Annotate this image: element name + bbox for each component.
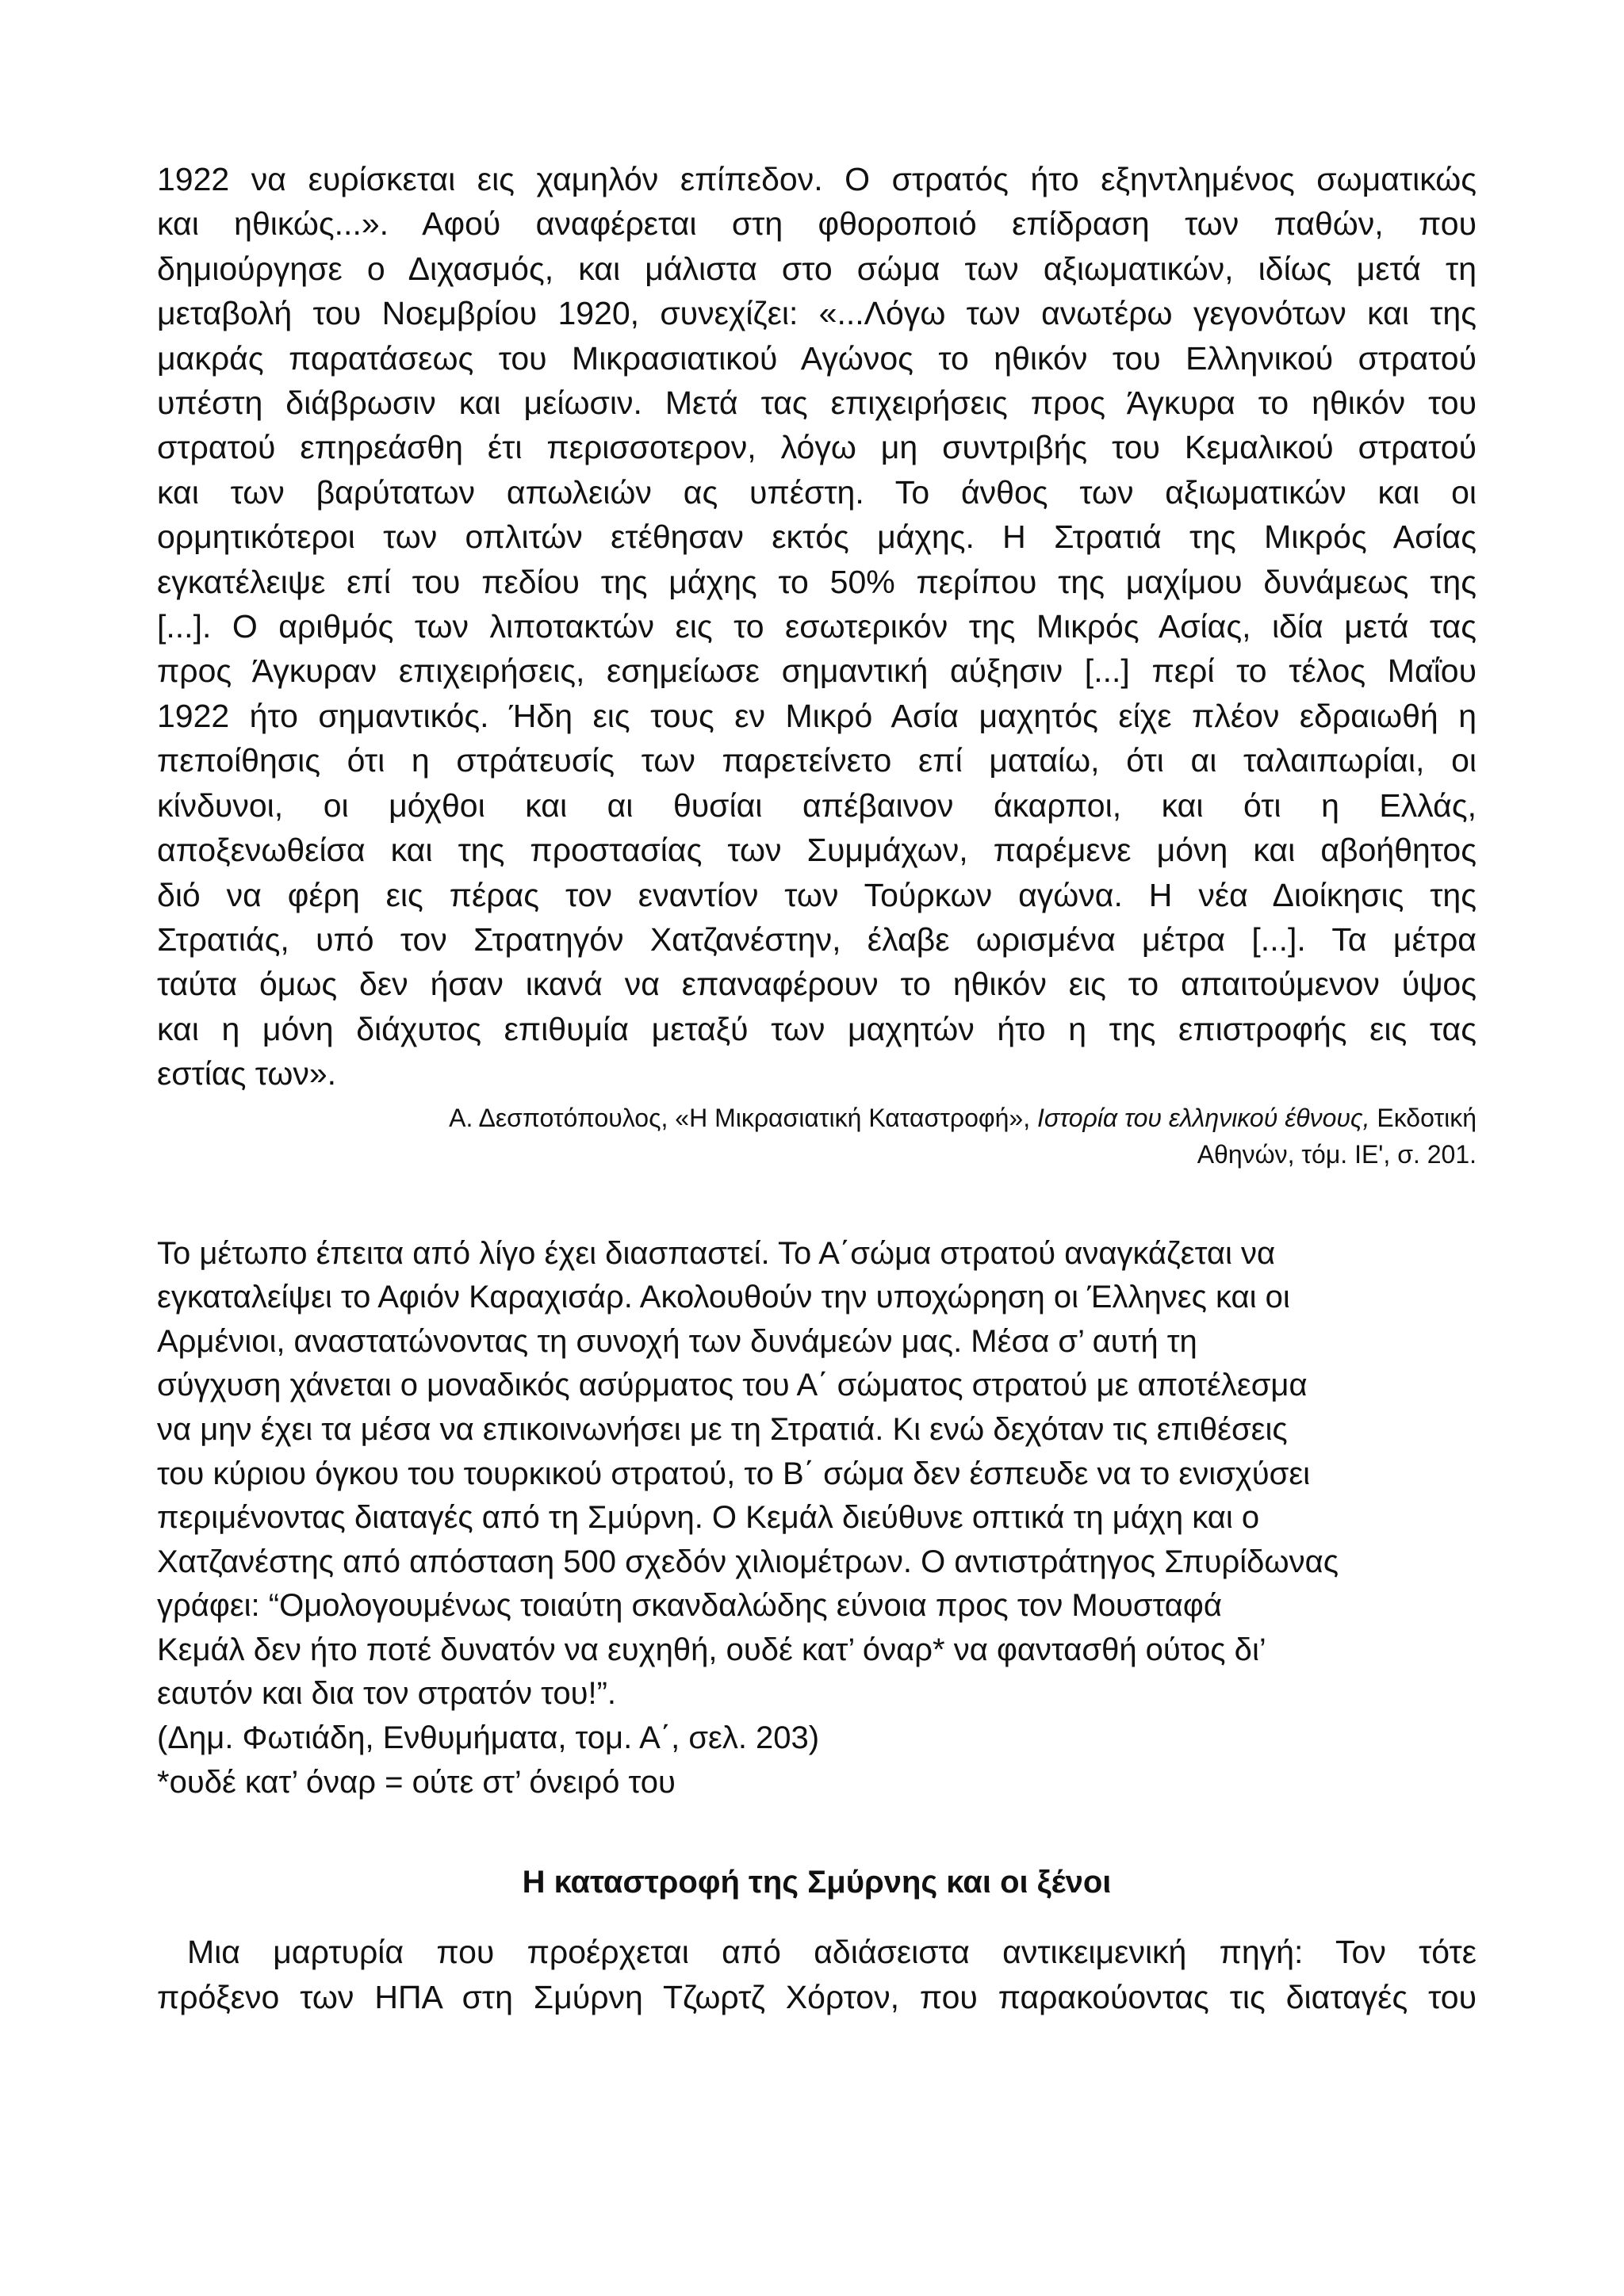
text-line: ορμητικότεροι των οπλιτών ετέθησαν εκτός μάχης. Η Στρατιά της Μικρός Ασίας — [157, 519, 1477, 556]
text-line: διό να φέρη εις πέρας τον εναντίον των Τούρκων αγώνα. Η νέα Διοίκησις της — [157, 876, 1477, 913]
citation — [157, 1100, 1477, 1173]
text-line: Στρατιάς, υπό τον Στρατηγόν Χατζανέστην, έλαβε ωρισμένα μέτρα [...]. Τα μέτρα — [157, 920, 1477, 958]
text-line: Αρμένιοι, αναστατώνοντας τη συνοχή των δυνάμεών μας. Μέσα σ’ αυτή τη — [157, 1323, 1197, 1359]
citation-line-1 — [157, 1100, 1477, 1136]
citation-work: Ιστορία του ελληνικού έθνους, — [1036, 1103, 1370, 1132]
source-reference: (Δημ. Φωτιάδη, Ενθυμήματα, τομ. Α΄, σελ. 203) — [157, 1720, 820, 1756]
text-line: αποξενωθείσα και της προστασίας των Συμμάχων, παρέμενε μόνη και αβοήθητος — [157, 832, 1477, 869]
text-line: πεποίθησις ότι η στράτευσίς των παρετείνετο επί ματαίω, ότι αι ταλαιπωρίαι, οι — [157, 742, 1477, 779]
text-line: Μια μαρτυρία που προέρχεται από αδιάσειστα αντικειμενική πηγή: Τον τότε — [187, 1934, 1477, 1971]
text-line: εαυτόν και δια τον στρατόν του!”. — [157, 1676, 617, 1712]
footnote: *ουδέ κατ’ όναρ = ούτε στ’ όνειρό του — [157, 1764, 676, 1800]
text-line: κίνδυνοι, οι μόχθοι και αι θυσίαι απέβαινον άκαρποι, και ότι η Ελλάς, — [157, 786, 1477, 824]
text-line: 1922 ήτο σημαντικός. Ήδη εις τους εν Μικρό Ασία μαχητός είχε πλέον εδραιωθή η — [157, 697, 1477, 734]
text-line: προς Άγκυραν επιχειρήσεις, εσημείωσε σημαντική αύξησιν [...] περί το τέλος Μαΐου — [157, 652, 1477, 690]
citation-author: Α. Δεσποτόπουλος, «Η Μικρασιατική Καταστροφή», — [449, 1103, 1037, 1132]
text-line: σύγχυση χάνεται ο μοναδικός ασύρματος του Α΄ σώματος στρατού με αποτέλεσμα — [157, 1368, 1308, 1403]
text-line: εγκαταλείψει το Αφιόν Καραχισάρ. Ακολουθούν την υποχώρηση οι Έλληνες και οι — [157, 1280, 1290, 1315]
text-line: και ηθικώς...». Αφού αναφέρεται στη φθοροποιό επίδραση των παθών, που — [157, 205, 1477, 243]
document-page — [157, 157, 1477, 2020]
narrative-section — [157, 1232, 1477, 1805]
text-line: και των βαρύτατων απωλειών ας υπέστη. Το άνθος των αξιωματικών και οι — [157, 473, 1477, 511]
text-line: [...]. Ο αριθμός των λιποτακτών εις το εσωτερικόν της Μικρός Ασίας, ιδία μετά τας — [157, 608, 1477, 645]
text-line: γράφει: “Ομολογουμένως τοιαύτη σκανδαλώδης εύνοια προς τον Μουσταφά — [157, 1588, 1222, 1624]
text-line: δημιούργησε ο Διχασμός, και μάλιστα στο σώμα των αξιωματικών, ιδίως μετά τη — [157, 250, 1477, 287]
text-line: στρατού επηρεάσθη έτι περισσοτερον, λόγω μη συντριβής του Κεμαλικού στρατού — [157, 429, 1477, 466]
text-line: περιμένοντας διαταγές από τη Σμύρνη. Ο Κεμάλ διεύθυνε οπτικά τη μάχη και ο — [157, 1500, 1260, 1536]
text-line: μεταβολή του Νοεμβρίου 1920, συνεχίζει: «...Λόγω των ανωτέρω γεγονότων και της — [157, 295, 1477, 332]
text-line: εγκατέλειψε επί του πεδίου της μάχης το 50% περίπου της μαχίμου δυνάμεως της — [157, 563, 1477, 600]
text-line: υπέστη διάβρωσιν και μείωσιν. Μετά τας επιχειρήσεις προς Άγκυρα το ηθικόν του — [157, 385, 1477, 422]
text-line: και η μόνη διάχυτος επιθυμία μεταξύ των μαχητών ήτο η της επιστροφής εις τας — [157, 1010, 1477, 1047]
citation-publisher: Εκδοτική — [1369, 1103, 1477, 1132]
text-line: Χατζανέστης από απόσταση 500 σχεδόν χιλιομέτρων. Ο αντιστράτηγος Σπυρίδωνας — [157, 1544, 1339, 1579]
text-line: Κεμάλ δεν ήτο ποτέ δυνατόν να ευχηθή, ουδέ κατ’ όναρ* να φαντασθή ούτος δι’ — [157, 1632, 1266, 1667]
text-line: ταύτα όμως δεν ήσαν ικανά να επαναφέρουν το ηθικόν εις το απαιτούμενον ύψος — [157, 966, 1477, 1003]
text-line: Το μέτωπο έπειτα από λίγο έχει διασπαστεί. Το Α΄σώμα στρατού αναγκάζεται να — [157, 1235, 1276, 1271]
text-line: του κύριου όγκου του τουρκικού στρατού, το Β΄ σώμα δεν έσπευδε να το ενισχύσει — [157, 1456, 1311, 1491]
quote-block — [157, 157, 1477, 1096]
section-heading: Η καταστροφή της Σμύρνης και οι ξένοι — [522, 1865, 1112, 1900]
text-line: εστίας των». — [157, 1055, 337, 1093]
text-line: μακράς παρατάσεως του Μικρασιατικού Αγώνος το ηθικόν του Ελληνικού στρατού — [157, 339, 1477, 377]
text-line: πρόξενο των ΗΠΑ στη Σμύρνη Τζωρτζ Χόρτον, που παρακούοντας τις διαταγές του — [157, 1979, 1477, 2016]
citation-line-2: Αθηνών, τόμ. ΙΕ', σ. 201. — [1197, 1139, 1477, 1169]
text-line: να μην έχει τα μέσα να επικοινωνήσει με τη Στρατιά. Κι ενώ δεχόταν τις επιθέσεις — [157, 1411, 1288, 1447]
text-line: 1922 να ευρίσκεται εις χαμηλόν επίπεδον. Ο στρατός ήτο εξηντλημένος σωματικώς — [157, 161, 1477, 197]
final-paragraph — [157, 1930, 1477, 2020]
